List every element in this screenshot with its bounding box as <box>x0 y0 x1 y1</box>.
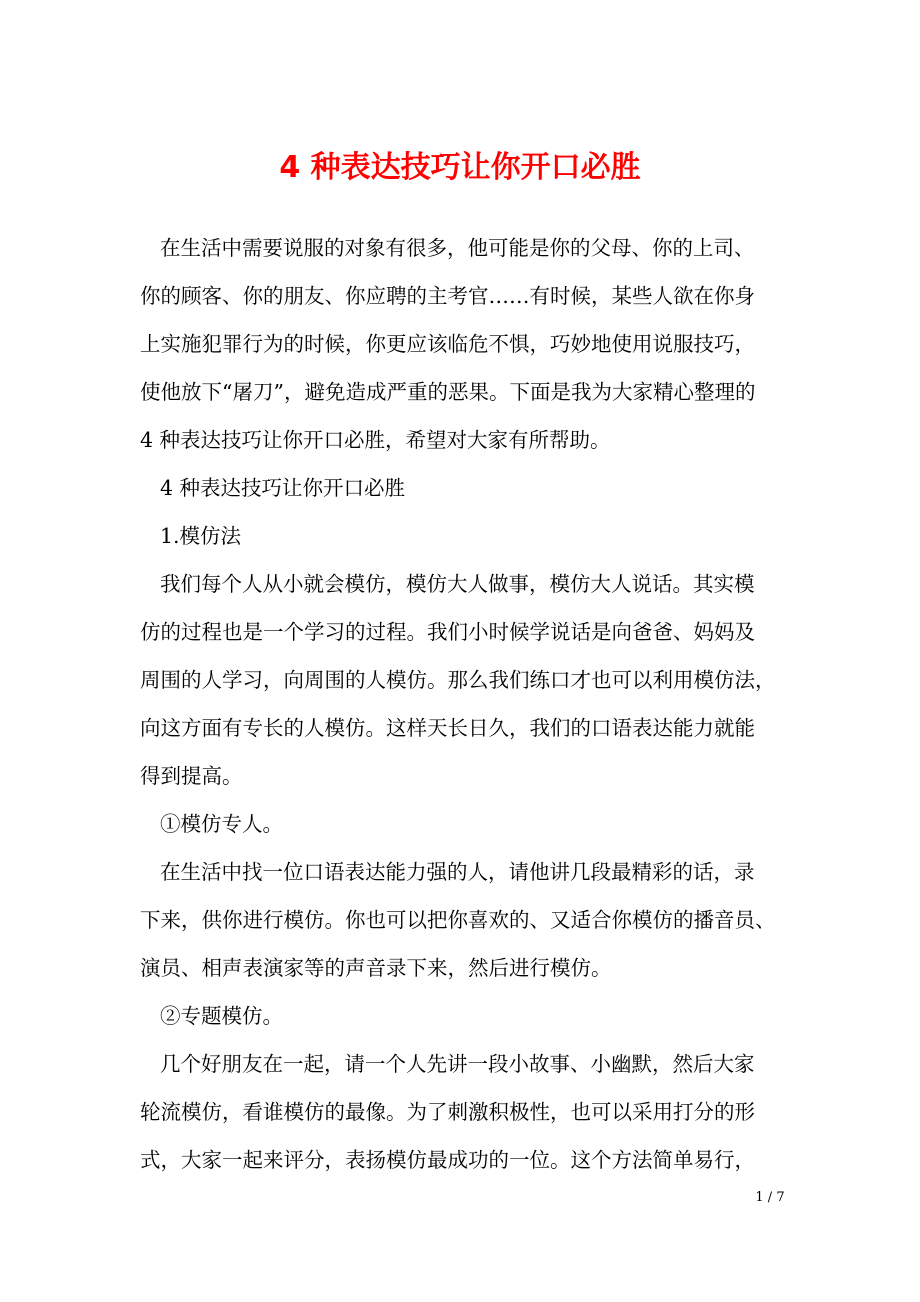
paragraph-line: 几个好朋友在一起，请一个人先讲一段小故事、小幽默，然后大家 <box>160 1052 755 1076</box>
paragraph-line: 式，大家一起来评分，表扬模仿最成功的一位。这个方法简单易行， <box>140 1148 755 1172</box>
page-number: 1 / 7 <box>755 1190 785 1205</box>
paragraph-line: 在生活中需要说服的对象有很多，他可能是你的父母、你的上司、 <box>160 236 755 260</box>
subsection-heading: 1.模仿法 <box>160 524 242 548</box>
paragraph-line: 4 种表达技巧让你开口必胜，希望对大家有所帮助。 <box>140 428 611 452</box>
paragraph-line: 上实施犯罪行为的时候，你更应该临危不惧，巧妙地使用说服技巧， <box>140 332 755 356</box>
paragraph-line: 在生活中找一位口语表达能力强的人，请他讲几段最精彩的话，录 <box>160 860 755 884</box>
paragraph-line: 你的顾客、你的朋友、你应聘的主考官……有时候，某些人欲在你身 <box>140 284 755 308</box>
paragraph-line: 下来，供你进行模仿。你也可以把你喜欢的、又适合你模仿的播音员、 <box>140 908 776 932</box>
document-body <box>140 224 785 1184</box>
paragraph-line: 仿的过程也是一个学习的过程。我们小时候学说话是向爸爸、妈妈及 <box>140 620 755 644</box>
paragraph-line: 周围的人学习，向周围的人模仿。那么我们练口才也可以利用模仿法， <box>140 668 776 692</box>
paragraph-line: 得到提高。 <box>140 764 243 788</box>
paragraph-line: 使他放下“屠刀”，避免造成严重的恶果。下面是我为大家精心整理的 <box>140 380 756 404</box>
document-title: 4 种表达技巧让你开口必胜 <box>279 150 641 185</box>
section-heading: 4 种表达技巧让你开口必胜 <box>160 476 406 500</box>
paragraph-line: 向这方面有专长的人模仿。这样天长日久，我们的口语表达能力就能 <box>140 716 755 740</box>
list-item-heading: ①模仿专人。 <box>160 812 283 836</box>
paragraph-line: 演员、相声表演家等的声音录下来，然后进行模仿。 <box>140 956 612 980</box>
paragraph-line: 我们每个人从小就会模仿，模仿大人做事，模仿大人说话。其实模 <box>160 572 755 596</box>
list-item-heading: ②专题模仿。 <box>160 1004 283 1028</box>
paragraph-line: 轮流模仿，看谁模仿的最像。为了刺激积极性，也可以采用打分的形 <box>140 1100 755 1124</box>
